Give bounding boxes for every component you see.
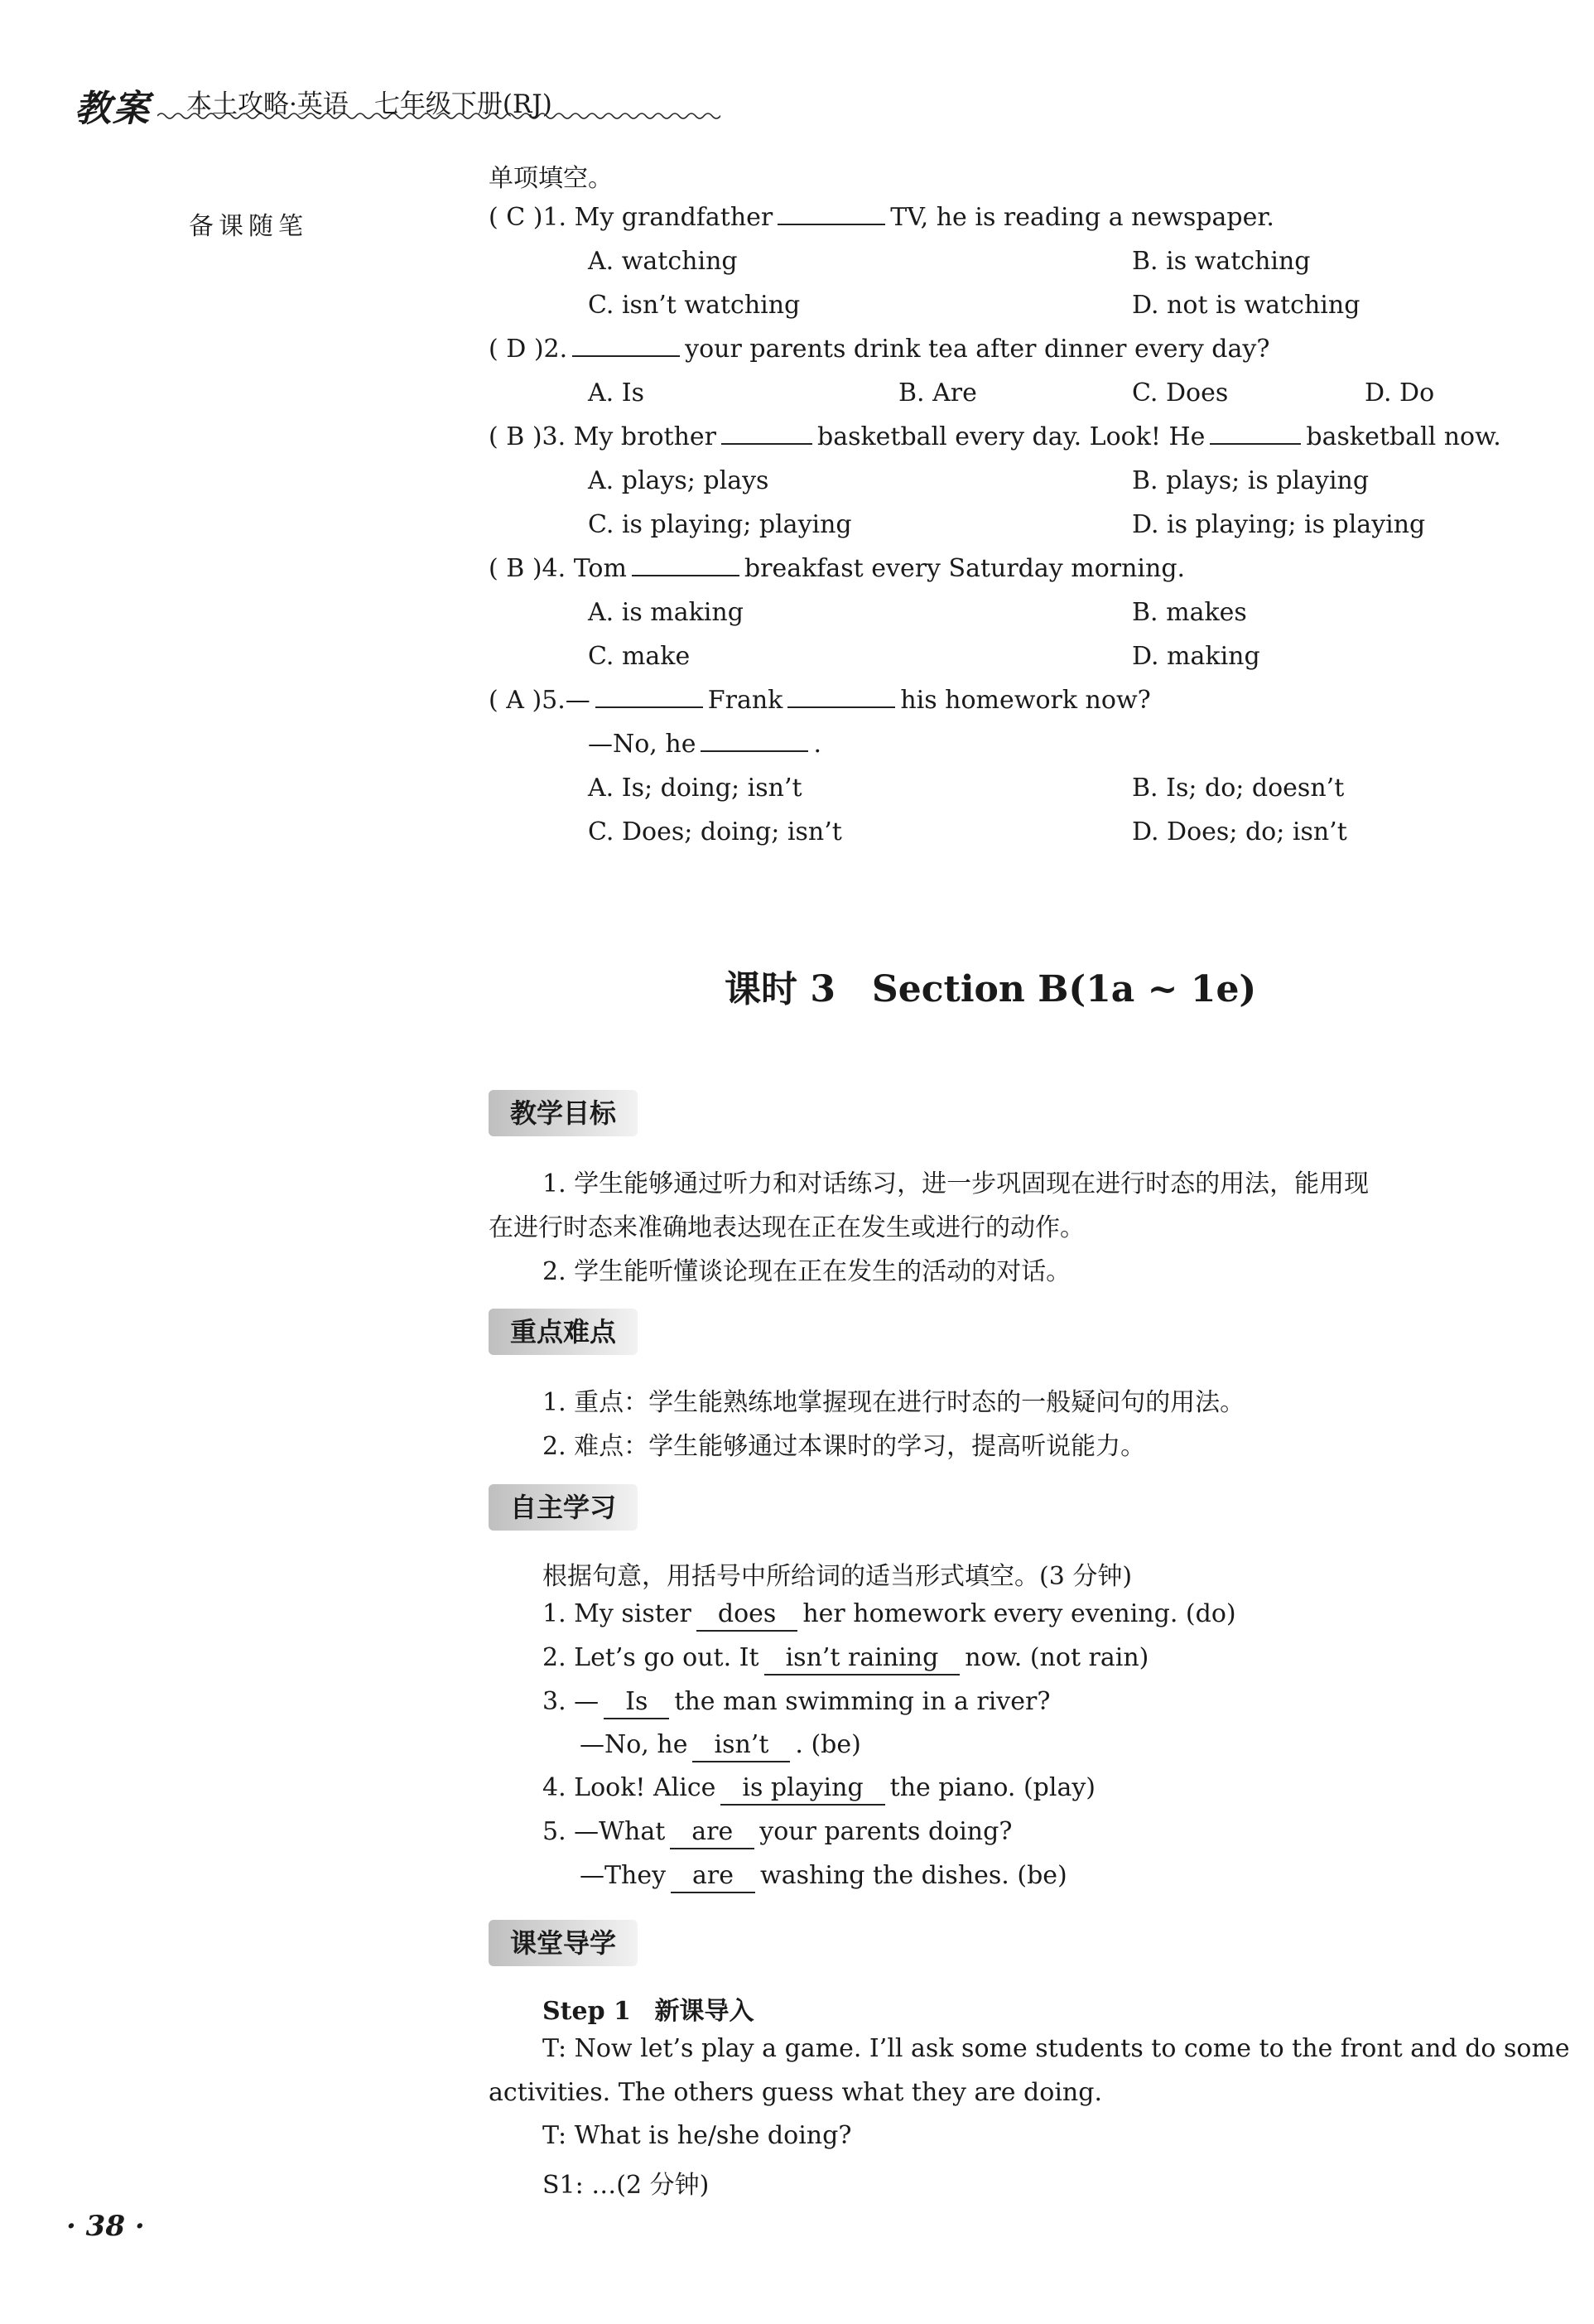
fill-item: 4. Look! Alice is playing the piano. (play) (542, 1773, 1096, 1806)
key-point-line: 2. 难点：学生能够通过本课时的学习，提高听说能力。 (542, 1432, 1146, 1461)
fill-item: 1. My sister does her homework every evening. (do) (542, 1599, 1236, 1632)
guide-line: T: Now let’s play a game. I’ll ask some students to come to the front and do some (542, 2034, 1570, 2063)
filled-answer: isn’t raining (764, 1643, 961, 1675)
option-b: B. plays; is playing (1132, 466, 1370, 495)
option-b: B. Are (898, 378, 977, 407)
blank (778, 223, 885, 225)
blank (595, 706, 703, 708)
answer-mark: ( B ) (489, 422, 542, 451)
guide-line: T: What is he/she doing? (542, 2121, 852, 2150)
section-tag-self-study: 自主学习 (489, 1484, 638, 1531)
header-wave-underline (157, 111, 720, 121)
section-tag-class-guide: 课堂导学 (489, 1920, 638, 1966)
answer-mark: ( D ) (489, 335, 544, 364)
fill-item: 2. Let’s go out. It isn’t raining now. (not rain) (542, 1643, 1149, 1675)
blank (632, 574, 739, 576)
filled-answer: does (696, 1599, 797, 1632)
blank (1210, 442, 1301, 445)
option-c: C. is playing; playing (588, 510, 852, 539)
question-5: ( A )5.— Frank his homework now? (489, 686, 1151, 715)
answer-mark: ( B ) (489, 554, 542, 583)
blank (572, 354, 680, 357)
question-5-reply: —No, he . (588, 730, 822, 759)
option-c: C. isn’t watching (588, 291, 801, 320)
fill-item: —No, he isn’t . (be) (580, 1730, 861, 1762)
question-2: ( D )2. your parents drink tea after dinner every day? (489, 335, 1270, 364)
filled-answer: are (671, 1861, 755, 1893)
objective-line: 在进行时态来准确地表达现在正在发生或进行的动作。 (489, 1213, 1085, 1242)
sidebar-note: 备课随笔 (189, 212, 308, 241)
option-a: A. is making (588, 598, 744, 627)
option-d: D. making (1132, 642, 1260, 671)
blank (701, 750, 808, 752)
option-d: D. Does; do; isn’t (1132, 817, 1347, 846)
option-b: B. is watching (1132, 247, 1311, 276)
section-tag-key-points: 重点难点 (489, 1309, 638, 1355)
answer-mark: ( C ) (489, 203, 543, 232)
answer-mark: ( A ) (489, 686, 542, 715)
option-a: A. plays; plays (588, 466, 769, 495)
book-logo: 教案 (75, 88, 151, 130)
filled-answer: is playing (720, 1773, 884, 1806)
exercise-heading: 单项填空。 (489, 164, 613, 193)
blank (787, 706, 895, 708)
filled-answer: isn’t (692, 1730, 790, 1762)
key-point-line: 1. 重点：学生能熟练地掌握现在进行时态的一般疑问句的用法。 (542, 1388, 1245, 1417)
option-a: A. Is (588, 378, 644, 407)
option-a: A. Is; doing; isn’t (588, 774, 802, 803)
section-tag-objectives: 教学目标 (489, 1090, 638, 1136)
guide-line: activities. The others guess what they are doing. (489, 2078, 1102, 2107)
blank (721, 442, 812, 445)
option-d: D. Do (1365, 378, 1435, 407)
lesson-title: 课时 3 Section B(1a ~ 1e) (725, 968, 1257, 1010)
option-b: B. Is; do; doesn’t (1132, 774, 1345, 803)
self-study-intro: 根据句意，用括号中所给词的适当形式填空。(3 分钟) (542, 1562, 1133, 1591)
option-d: D. not is watching (1132, 291, 1360, 320)
fill-item: 5. —What are your parents doing? (542, 1817, 1012, 1849)
book-title: 本土攻略·英语 七年级下册(RJ) (186, 89, 552, 119)
option-c: C. make (588, 642, 691, 671)
page-number: · 38 · (66, 2210, 145, 2243)
fill-item: —They are washing the dishes. (be) (580, 1861, 1067, 1893)
option-c: C. Does; doing; isn’t (588, 817, 842, 846)
option-a: A. watching (588, 247, 738, 276)
filled-answer: Is (604, 1687, 669, 1719)
fill-item: 3. — Is the man swimming in a river? (542, 1687, 1050, 1719)
guide-line: S1: …(2 分钟) (542, 2171, 710, 2200)
option-b: B. makes (1132, 598, 1247, 627)
filled-answer: are (670, 1817, 754, 1849)
question-3: ( B )3. My brother basketball every day. Look! He basketball now. (489, 422, 1501, 451)
objective-line: 1. 学生能够通过听力和对话练习，进一步巩固现在进行时态的用法，能用现 (542, 1169, 1370, 1198)
objective-line: 2. 学生能听懂谈论现在正在发生的活动的对话。 (542, 1257, 1071, 1286)
question-1: ( C )1. My grandfather TV, he is reading a newspaper. (489, 203, 1274, 232)
question-4: ( B )4. Tom breakfast every Saturday morning. (489, 554, 1186, 583)
option-d: D. is playing; is playing (1132, 510, 1426, 539)
option-c: C. Does (1132, 378, 1229, 407)
step-heading: Step 1 新课导入 (542, 1997, 754, 2026)
